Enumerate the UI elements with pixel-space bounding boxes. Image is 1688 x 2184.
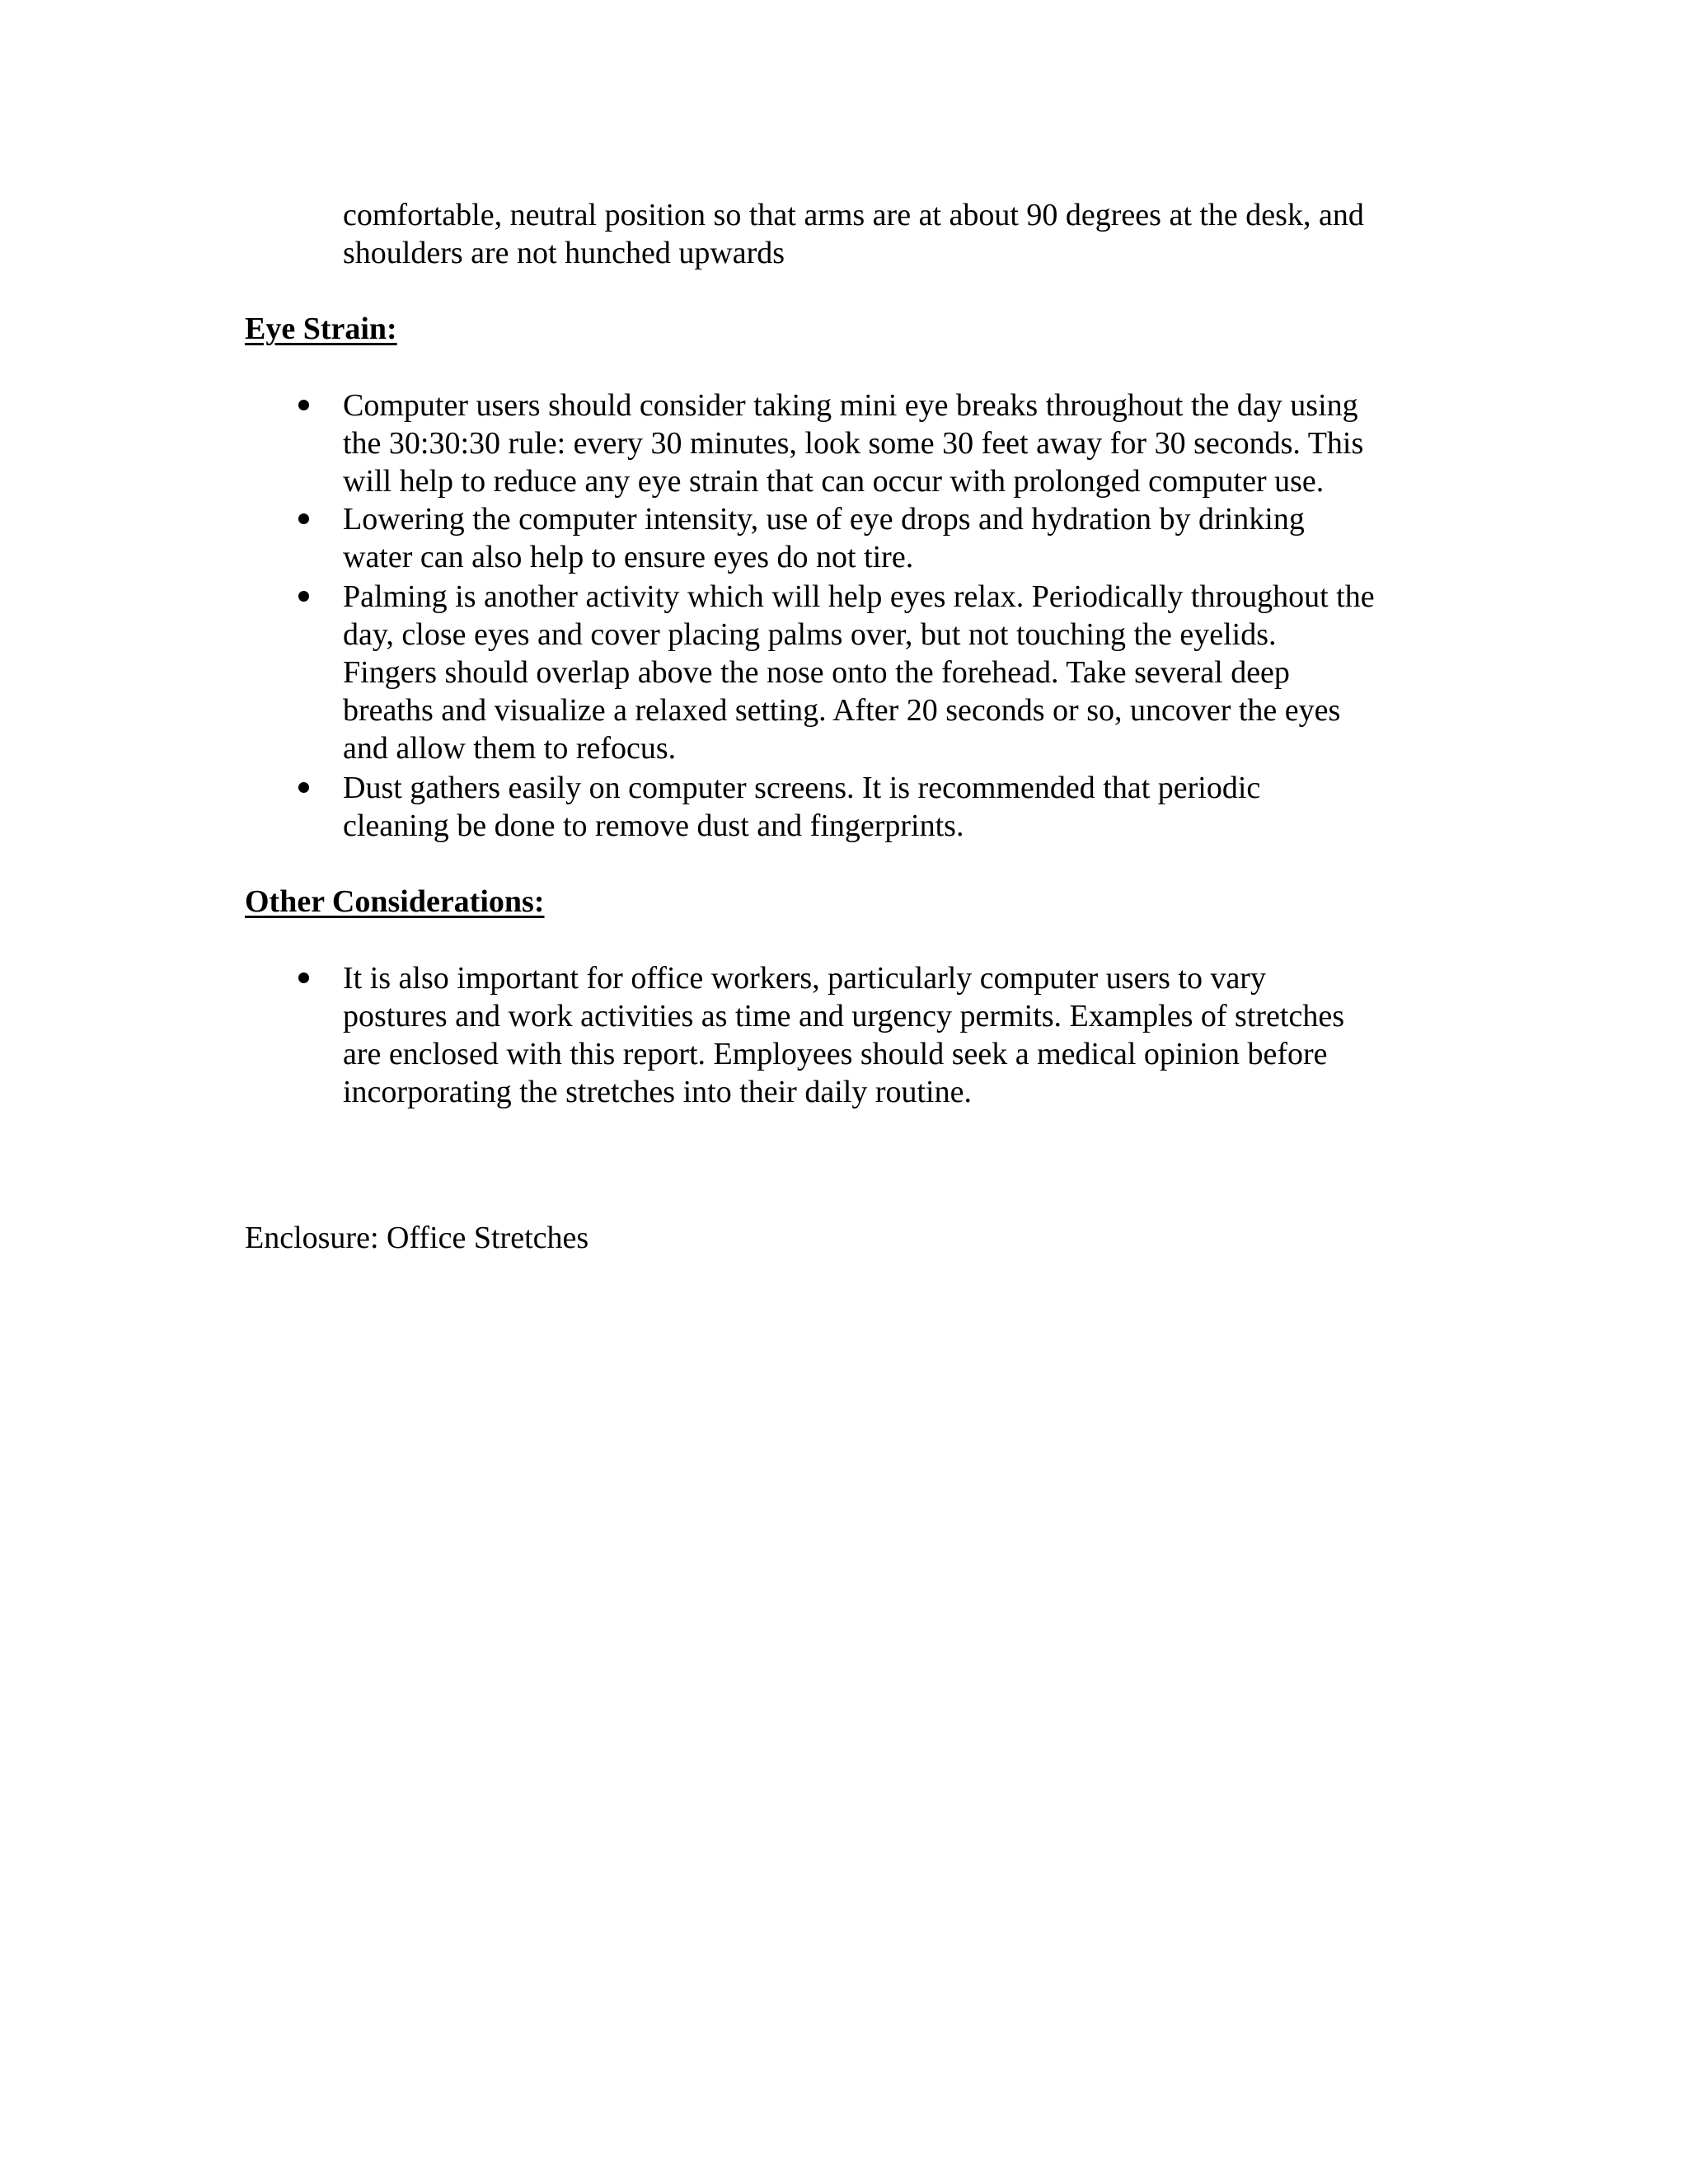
bullet-line: day, close eyes and cover placing palms over, but not touching the eyelids. <box>343 617 1277 652</box>
bullet-icon <box>298 972 309 983</box>
bullet-icon <box>298 513 309 524</box>
bullet-line: Palming is another activity which will help eyes relax. Periodically throughout the <box>343 579 1375 614</box>
bullet-line: postures and work activities as time and urgency permits. Examples of stretches <box>343 999 1344 1033</box>
continuation-line-2: shoulders are not hunched upwards <box>343 236 785 270</box>
continuation-line-1: comfortable, neutral position so that arms are at about 90 degrees at the desk, and <box>343 198 1364 232</box>
bullet-line: Computer users should consider taking mini eye breaks throughout the day using <box>343 388 1358 423</box>
bullet-line: will help to reduce any eye strain that can occur with prolonged computer use. <box>343 464 1325 499</box>
bullet-icon <box>298 782 309 793</box>
bullet-line: water can also help to ensure eyes do not tire. <box>343 540 914 574</box>
bullet-line: Lowering the computer intensity, use of eye drops and hydration by drinking <box>343 502 1305 537</box>
enclosure-note: Enclosure: Office Stretches <box>245 1221 589 1255</box>
eye-strain-heading: Eye Strain: <box>245 312 397 346</box>
bullet-line: Fingers should overlap above the nose onto the forehead. Take several deep <box>343 655 1290 690</box>
bullet-line: and allow them to refocus. <box>343 731 677 766</box>
bullet-line: the 30:30:30 rule: every 30 minutes, look some 30 feet away for 30 seconds. This <box>343 426 1364 461</box>
bullet-icon <box>298 591 309 602</box>
bullet-icon <box>298 400 309 410</box>
other-considerations-heading: Other Considerations: <box>245 884 545 919</box>
bullet-line: It is also important for office workers, particularly computer users to vary <box>343 961 1266 996</box>
bullet-line: incorporating the stretches into their daily routine. <box>343 1075 972 1109</box>
bullet-line: Dust gathers easily on computer screens. It is recommended that periodic <box>343 771 1261 805</box>
bullet-line: are enclosed with this report. Employees should seek a medical opinion before <box>343 1037 1328 1071</box>
bullet-line: cleaning be done to remove dust and fingerprints. <box>343 808 964 843</box>
bullet-line: breaths and visualize a relaxed setting. After 20 seconds or so, uncover the eyes <box>343 693 1341 728</box>
